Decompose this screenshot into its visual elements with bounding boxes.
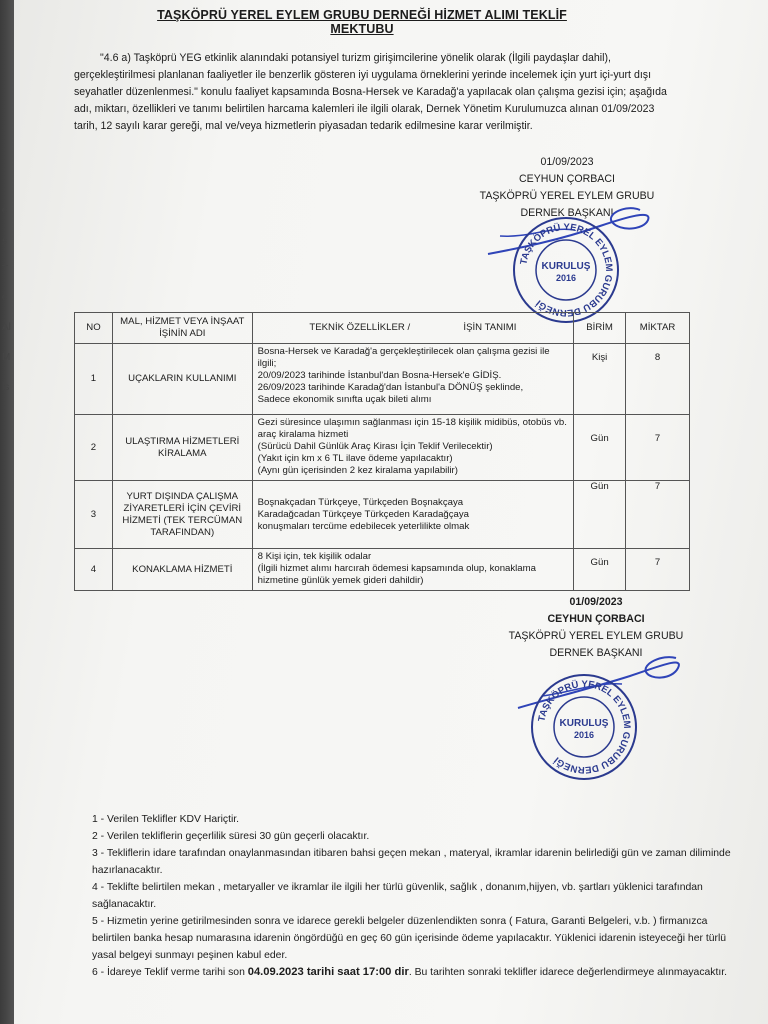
row-unit: Gün <box>574 549 626 591</box>
desc-line: Boşnakçadan Türkçeye, Türkçeden Boşnakçaya <box>257 496 464 508</box>
row-no: 1 <box>75 344 113 415</box>
table-row <box>75 344 690 415</box>
row-qty: 7 <box>626 549 690 591</box>
note-item: 2 - Verilen tekliflerin geçerlilik süresi 30 gün geçerli olacaktır. <box>92 831 370 842</box>
sig-org: TAŞKÖPRÜ YEREL EYLEM GRUBU <box>479 190 655 202</box>
desc-line: (İlgili hizmet alımı harcırah ödemesi kapsamında olup, konaklama hizmetine günlük yemek gideri dahildir) <box>257 563 536 586</box>
sig-date: 01/09/2023 <box>569 596 623 608</box>
items-table <box>74 312 690 591</box>
desc-line: Gezi süresince ulaşımın sağlanması için 15-18 kişilik midibüs, otobüs vb. araç kiralama hizmeti <box>257 417 567 440</box>
table-row <box>75 549 690 591</box>
note6-deadline: 04.09.2023 tarihi saat 17:00 dir <box>247 966 409 978</box>
edge-fragment: ş <box>2 236 7 247</box>
sig-role: DERNEK BAŞKANI <box>549 647 643 659</box>
sig-name: CEYHUN ÇORBACI <box>547 613 645 625</box>
row-item: UÇAKLARIN KULLANIMI <box>112 344 252 415</box>
edge-fragment: ç <box>2 292 7 303</box>
edge-fragment: T <box>2 264 9 275</box>
note-item: 4 - Teklifte belirtilen mekan , metaryaller ve ikramlar ile ilgili her türlü güvenlik, sağlık , donanım,hijyen, vb. şartları yüklenici tarafından sağlanacaktır. <box>92 882 703 910</box>
row-qty: 7 <box>626 481 690 549</box>
row-qty: 7 <box>626 415 690 481</box>
row-no: 2 <box>75 415 113 481</box>
note6-suffix: . Bu tarihten sonraki teklifler idarece değerlendirmeye alınmayacaktır. <box>408 967 728 978</box>
row-item: KONAKLAMA HİZMETİ <box>112 549 252 591</box>
note6-prefix: 6 - İdareye Teklif verme tarihi son <box>92 967 248 978</box>
header-qty: MİKTAR <box>626 313 690 344</box>
row-unit: Kişi <box>574 344 626 415</box>
note-item-deadline <box>92 964 732 981</box>
desc-line: Karadağcadan Türkçeye Türkçeden Karadağçaya <box>257 508 470 520</box>
association-stamp-top <box>511 215 621 325</box>
edge-fragment: M <box>2 352 11 363</box>
association-stamp-bottom <box>529 672 639 782</box>
row-desc <box>252 415 574 481</box>
row-unit: Gün <box>574 415 626 481</box>
desc-line: (Aynı gün içerisinden 2 kez kiralama yapılabilir) <box>257 465 458 476</box>
row-unit: Gün <box>574 481 626 549</box>
sig-name: CEYHUN ÇORBACI <box>519 173 615 185</box>
stamp-center-year: 2016 <box>573 730 595 740</box>
sig-role: DERNEK BAŞKANI <box>520 207 614 219</box>
row-desc <box>252 549 574 591</box>
note-item: 5 - Hizmetin yerine getirilmesinden sonra ve idarece gerekli belgeler düzenlendikten sonra ( Fatura, Garanti Belgeleri, v.b. ) firmanızca belirtilen banka hesap numarasına idarenin öngördüğü en geç 60 gün içerisinde ödeme yapılacaktır. Yüklenici idarenin isteyeceği her türlü yasal belgeyi sunmayı peşinen kabul eder. <box>92 916 727 961</box>
note-item: 1 - Verilen Teklifler KDV Hariçtir. <box>92 814 240 825</box>
stamp-center-label: KURULUŞ <box>559 718 609 729</box>
desc-line: konuşmaları tercüme edebilecek yeterlilikte olmak <box>257 520 470 532</box>
header-unit: BİRİM <box>574 313 626 344</box>
desc-line: (Sürücü Dahil Günlük Araç Kirası İçin Teklif Verilecektir) <box>257 441 493 452</box>
table-row <box>75 481 690 549</box>
desc-line: 26/09/2023 tarihinde Karadağ'dan İstanbul'a DÖNÜŞ şeklinde, <box>257 382 524 393</box>
desc-line: Sadece ekonomik sınıfta uçak bileti alımı <box>257 394 432 405</box>
table-header-row <box>75 313 690 344</box>
stamp-ring-text: TAŞKÖPRÜ YEREL EYLEM GURUBU DERNEĞİ <box>536 678 633 776</box>
sig-date: 01/09/2023 <box>540 156 594 168</box>
desc-line: 20/09/2023 tarihinde İstanbul'dan Bosna-Hersek'e GİDİŞ. <box>257 370 502 381</box>
row-item: ULAŞTIRMA HİZMETLERİ KİRALAMA <box>112 415 252 481</box>
desc-line: 8 Kişi için, tek kişilik odalar <box>257 551 372 562</box>
row-item: YURT DIŞINDA ÇALIŞMA ZİYARETLERİ İÇİN ÇEVİRİ HİZMETİ (TEK TERCÜMAN TARAFINDAN) <box>112 481 252 549</box>
desc-line: (Yakıt için km x 6 TL ilave ödeme yapılacaktır) <box>257 453 453 464</box>
document-title: TAŞKÖPRÜ YEREL EYLEM GRUBU DERNEĞİ HİZMET ALIMI TEKLİF MEKTUBU <box>157 8 567 36</box>
header-spec: TEKNİK ÖZELLİKLER / İŞİN TANIMI <box>252 313 574 344</box>
edge-fragment: is <box>2 382 10 393</box>
edge-fragment: ç <box>2 205 7 216</box>
row-desc <box>252 344 574 415</box>
desc-line: Bosna-Hersek ve Karadağ'a gerçekleştirilecek olan çalışma gezisi ile ilgili; <box>257 346 550 369</box>
row-desc <box>252 481 574 549</box>
stamp-center-year: 2016 <box>555 273 577 283</box>
sig-org: TAŞKÖPRÜ YEREL EYLEM GRUBU <box>508 630 684 642</box>
row-no: 4 <box>75 549 113 591</box>
row-no: 3 <box>75 481 113 549</box>
row-qty: 8 <box>626 344 690 415</box>
notes-list <box>92 811 732 981</box>
table-row <box>75 415 690 481</box>
note-item: 3 - Tekliflerin idare tarafından onaylanmasından itibaren bahsi geçen mekan , materyal, ikramlar idarenin belirlediği gün ve zaman diliminde hazırlanacaktır. <box>92 848 731 876</box>
stamp-ring-text: TAŞKÖPRÜ YEREL EYLEM GURUBU DERNEĞİ <box>518 221 615 319</box>
intro-paragraph: "4.6 a) Taşköprü YEG etkinlik alanındaki potansiyel turizm girişimcilerine yönelik olarak (İlgili paydaşlar dahil), gerçekleştirilmesi planlanan faaliyetler ile benzerlik gösteren iyi uygulama örneklerini yerinde incelemek için yurt içi-yurt dışı seyahatler düzenlenmesi." konulu faaliyet kapsamında Bosna-Hersek ve Karadağ'a yapılacak olan çalışma gezisi için; aşağıda adı, miktarı, özellikleri ve tanımı belirtilen harcama kalemleri ile ilgili olarak, Dernek Yönetim Kurulumuzca alınan 01/09/2023 tarih, 12 sayılı karar gereği, mal ve/veya hizmetlerin piyasadan tedarik edilmesine karar verilmiştir. <box>74 52 667 132</box>
stamp-center-label: KURULUŞ <box>541 261 591 272</box>
header-no: NO <box>75 313 113 344</box>
header-item: MAL, HİZMET VEYA İNŞAAT İŞİNİN ADI <box>112 313 252 344</box>
edge-fragment: Al <box>2 322 11 333</box>
